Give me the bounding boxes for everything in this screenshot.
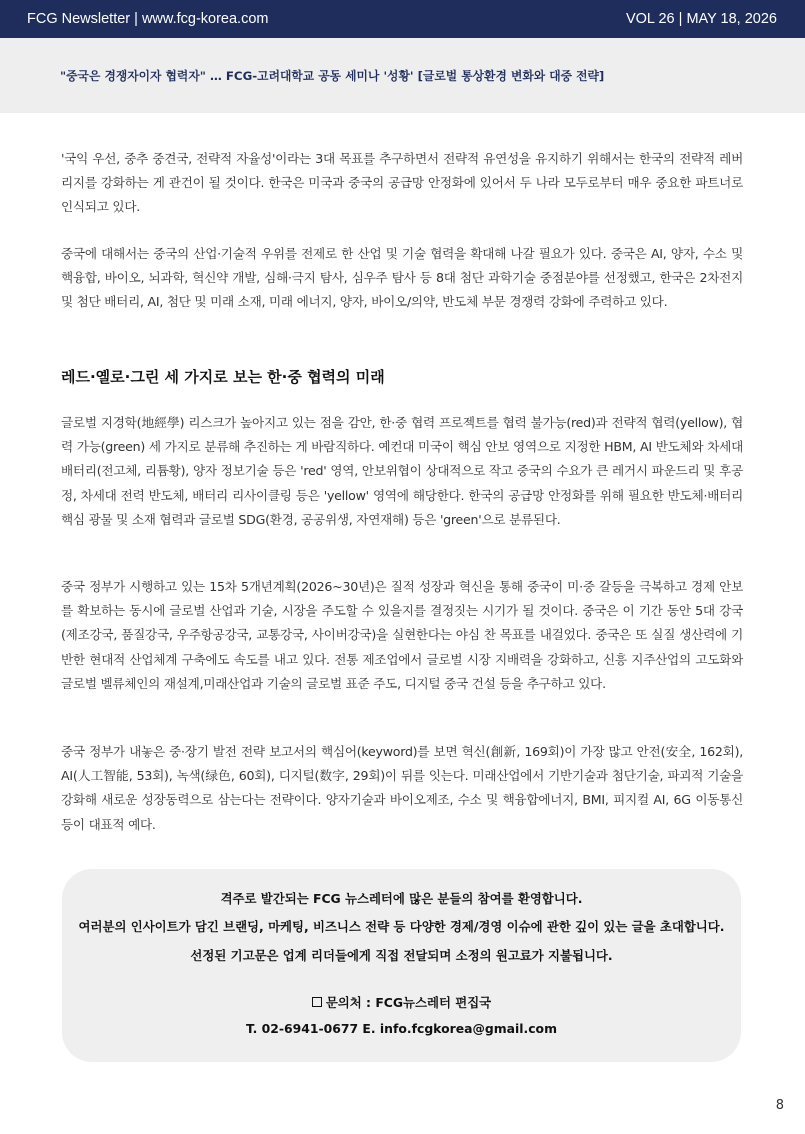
newsletter-site-label: FCG Newsletter | www.fcg-korea.com	[27, 11, 269, 27]
section-paragraph-3: 중국 정부가 내놓은 중·장기 발전 전략 보고서의 핵심어(keyword)를 보면 혁신(創新, 169회)이 가장 많고 안전(安全, 162회), AI(人工智能, 53회), 녹색(绿色, 60회), 디지털(数字, 29회)이 뒤를 잇는다. 미래산업에서 기반기술과 첨단기술, 파괴적 기술을 강화해 새로운 성장동력으로 삼는다는 전략이다. 양자기술과 바이오제조, 수소 및 핵융합에너지, BMI, 피지컬 AI, 6G 이동통신 등이 대표적 예다.	[61, 744, 743, 832]
contribution-callout	[62, 869, 741, 1062]
article-headline: "중국은 경쟁자이자 협력자" … FCG-고려대학교 공동 세미나 '성황' [글로벌 통상환경 변화와 대중 전략]	[60, 69, 605, 83]
body-paragraph-1: '국익 우선, 중추 중견국, 전략적 자율성'이라는 3대 목표를 추구하면서 전략적 유연성을 유지하기 위해서는 한국의 전략적 레버리지를 강화하는 게 관건이 될 것이다. 한국은 미국과 중국의 공급망 안정화에 있어서 두 나라 모두로부터 매우 중요한 파트너로 인식되고 있다.	[61, 151, 743, 215]
page-number: 8	[775, 1098, 784, 1113]
callout-contact-label: 문의처 : FCG뉴스레터 편집국	[325, 995, 492, 1010]
checkbox-square-icon	[312, 997, 322, 1007]
newsletter-header-bar	[0, 0, 805, 38]
article-headline-band	[0, 38, 805, 113]
body-paragraph-2: 중국에 대해서는 중국의 산업·기술적 우위를 전제로 한 산업 및 기술 협력을 확대해 나갈 필요가 있다. 중국은 AI, 양자, 수소 및 핵융합, 바이오, 뇌과학, 혁신약 개발, 심해·극지 탐사, 심우주 탐사 등 8대 첨단 과학기술 중점분야를 선정했고, 한국은 2차전지 및 첨단 배터리, AI, 첨단 및 미래 소재, 미래 에너지, 양자, 바이오/의약, 반도체 부문 경쟁력 강화에 주력하고 있다.	[61, 246, 743, 310]
callout-line-2: 여러분의 인사이트가 담긴 브랜딩, 마케팅, 비즈니스 전략 등 다양한 경제/경영 이슈에 관한 깊이 있는 글을 초대합니다.	[78, 919, 725, 934]
callout-contact-info: T. 02-6941-0677 E. info.fcgkorea@gmail.com	[246, 1021, 557, 1036]
callout-line-3: 선정된 기고문은 업계 리더들에게 직접 전달되며 소정의 원고료가 지불됩니다.	[190, 948, 613, 963]
issue-date-label: VOL 26 | MAY 18, 2026	[625, 11, 777, 27]
section-title: 레드·옐로·그린 세 가지로 보는 한·중 협력의 미래	[61, 368, 385, 386]
callout-contact-heading	[62, 993, 741, 1011]
section-paragraph-2: 중국 정부가 시행하고 있는 15차 5개년계획(2026~30년)은 질적 성장과 혁신을 통해 중국이 미·중 갈등을 극복하고 경제 안보를 확보하는 동시에 글로벌 산업과 기술, 시장을 주도할 수 있을지를 결정짓는 시기가 될 것이다. 중국은 이 기간 동안 5대 강국(제조강국, 품질강국, 우주항공강국, 교통강국, 사이버강국)을 실현한다는 야심 찬 목표를 내걸었다. 중국은 또 실질 생산력에 기반한 현대적 산업체계 구축에도 속도를 내고 있다. 전통 제조업에서 글로벌 시장 지배력을 강화하고, 신흥 지주산업의 고도화와 글로벌 벨류체인의 재설계,미래산업과 기술의 글로벌 표준 주도, 디지털 중국 건설 등을 추구하고 있다.	[61, 579, 743, 691]
callout-line-1: 격주로 발간되는 FCG 뉴스레터에 많은 분들의 참여를 환영합니다.	[220, 891, 583, 906]
section-paragraph-1: 글로벌 지경학(地經學) 리스크가 높아지고 있는 점을 감안, 한·중 협력 프로젝트를 협력 불가능(red)과 전략적 협력(yellow), 협력 가능(green) 세 가지로 분류해 추진하는 게 바람직하다. 예컨대 미국이 핵심 안보 영역으로 지정한 HBM, AI 반도체와 차세대 배터리(전고체, 리튬황), 양자 정보기술 등은 'red' 영역, 안보위협이 상대적으로 작고 중국의 수요가 큰 레거시 파운드리 및 후공정, 차세대 전력 반도체, 배터리 리사이클링 등은 'yellow' 영역에 해당한다. 한국의 공급망 안정화를 위해 필요한 반도체·배터리 핵심 광물 및 소재 협력과 글로벌 SDG(환경, 공공위생, 자연재해) 등은 'green'으로 분류된다.	[61, 415, 743, 527]
